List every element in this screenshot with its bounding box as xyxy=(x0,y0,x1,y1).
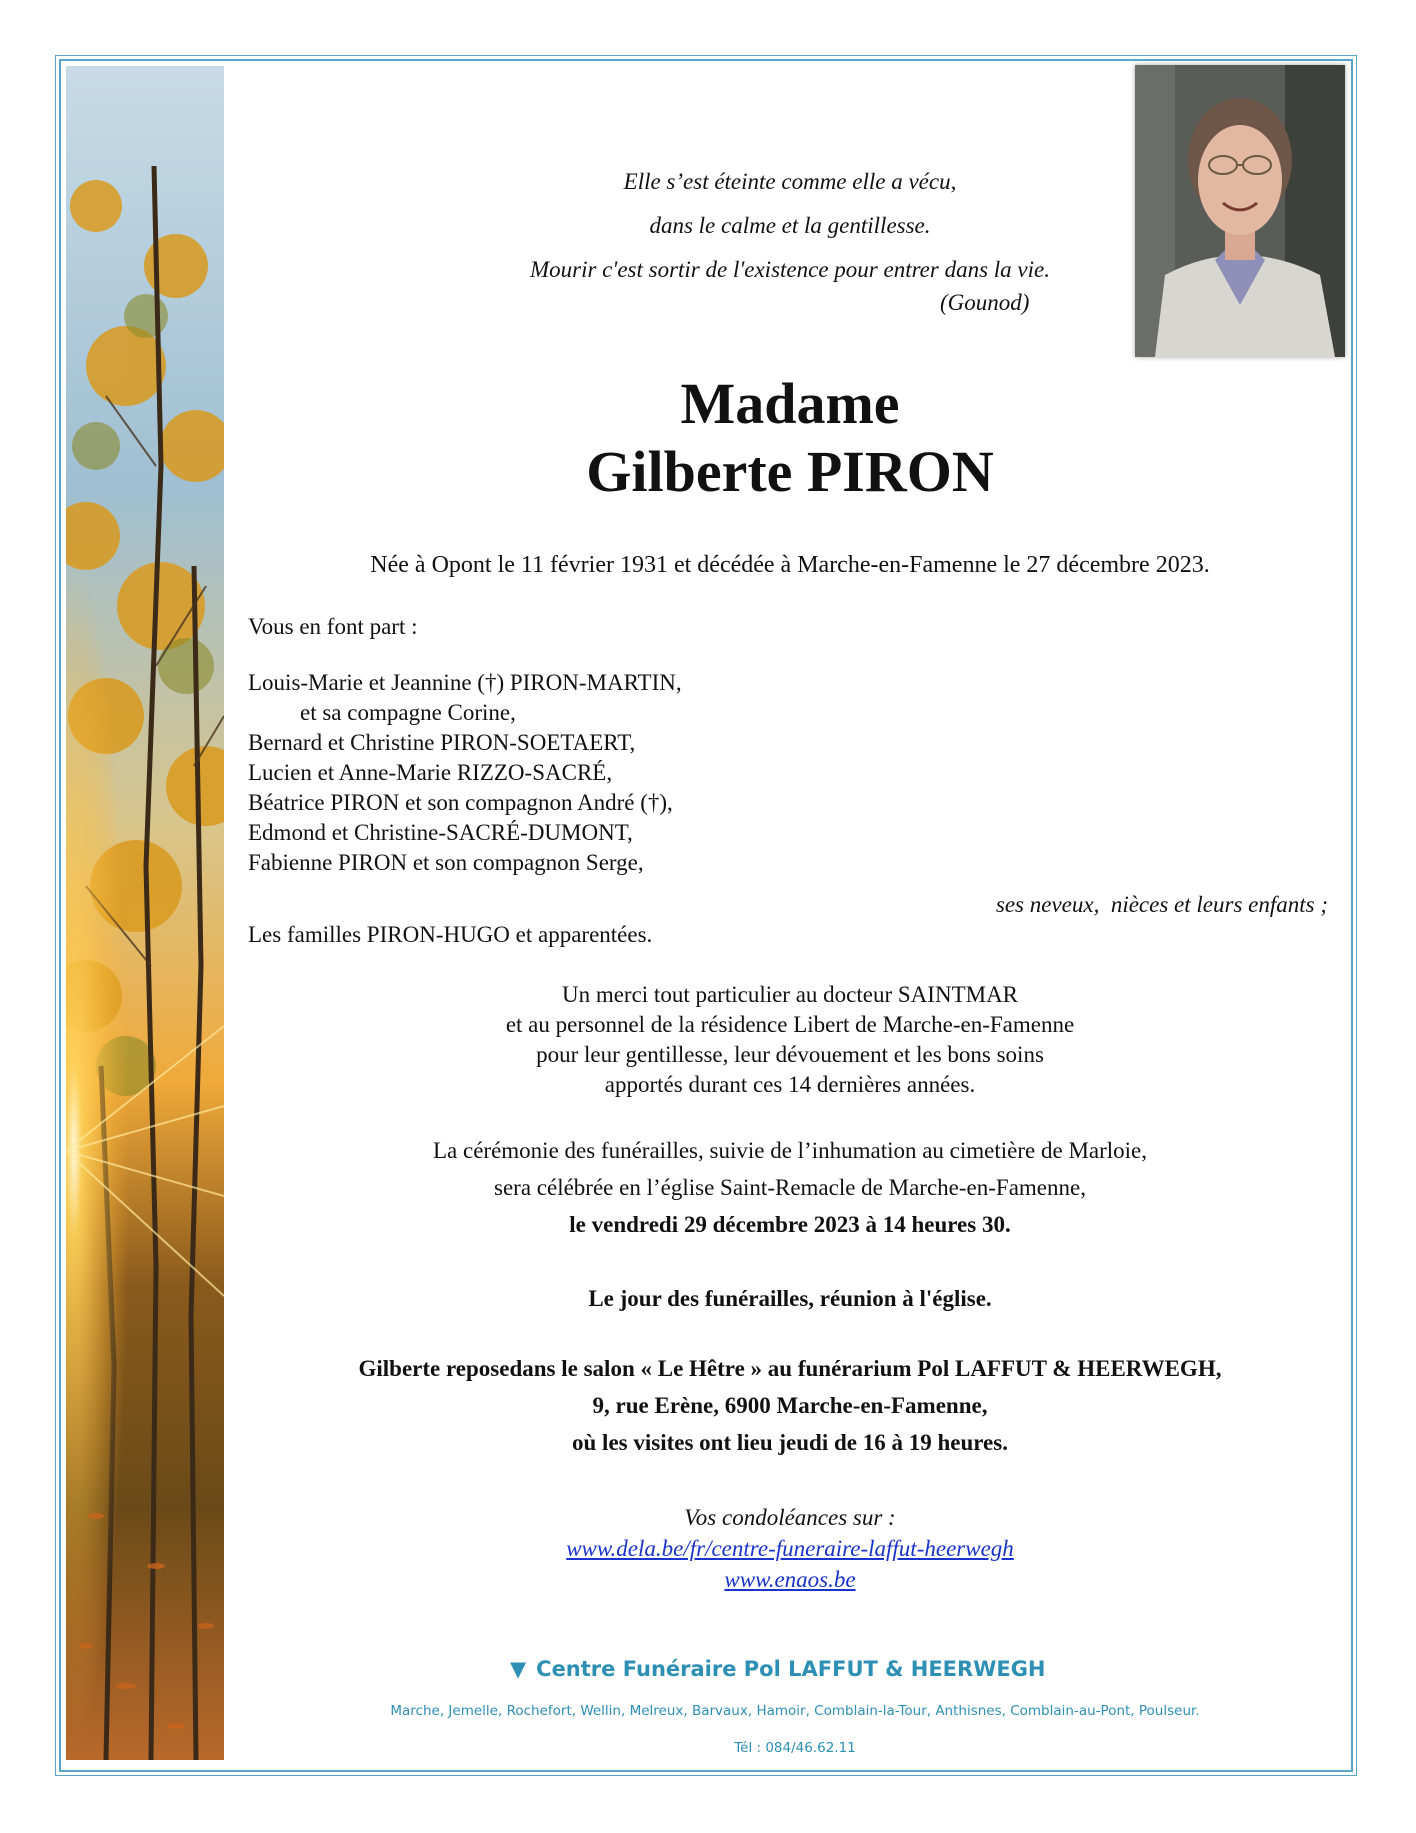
ceremony-date: le vendredi 29 décembre 2023 à 14 heures 30. xyxy=(569,1212,1011,1237)
thanks-block xyxy=(320,980,1260,1100)
footer-brand-name: Centre Funéraire Pol LAFFUT & HEERWEGH xyxy=(536,1657,1046,1681)
family-item: Fabienne PIRON et son compagnon Serge, xyxy=(248,850,644,875)
triangle-down-icon: ▼ xyxy=(510,1657,527,1681)
quote-line: Mourir c'est sortir de l'existence pour entrer dans la vie. xyxy=(529,257,1050,282)
family-item: Lucien et Anne-Marie RIZZO-SACRÉ, xyxy=(248,760,613,785)
quote-line: Elle s’est éteinte comme elle a vécu, xyxy=(623,169,957,194)
rest-block xyxy=(240,1350,1340,1461)
quote xyxy=(450,160,1130,292)
rest-line: où les visites ont lieu jeudi de 16 à 19 heures. xyxy=(572,1430,1008,1455)
ceremony-line: sera célébrée en l’église Saint-Remacle de Marche-en-Famenne, xyxy=(494,1175,1086,1200)
family-item: Edmond et Christine-SACRÉ-DUMONT, xyxy=(248,820,633,845)
rest-line: Gilberte reposedans le salon « Le Hêtre » au funérarium Pol LAFFUT & HEERWEGH, xyxy=(358,1356,1222,1381)
thanks-line: apportés durant ces 14 dernières années. xyxy=(604,1072,976,1097)
family-list xyxy=(248,668,682,878)
thanks-line: Un merci tout particulier au docteur SAINTMAR xyxy=(561,982,1019,1007)
meeting-line: Le jour des funérailles, réunion à l'église. xyxy=(588,1286,992,1311)
deceased-name xyxy=(450,370,1130,506)
footer-phone: Tél : 084/46.62.11 xyxy=(734,1740,856,1756)
title-line-2: Gilberte PIRON xyxy=(586,439,994,504)
condolences-block xyxy=(350,1502,1230,1595)
family-item: Bernard et Christine PIRON-SOETAERT, xyxy=(248,730,636,755)
condolences-link-enaos[interactable]: www.enaos.be xyxy=(724,1567,856,1592)
ceremony-block xyxy=(250,1132,1330,1243)
birth-death-line: Née à Opont le 11 février 1931 et décédée à Marche-en-Famenne le 27 décembre 2023. xyxy=(370,552,1210,578)
family-item: et sa compagne Corine, xyxy=(300,700,516,725)
quote-author: (Gounod) xyxy=(940,290,1030,315)
footer-locations: Marche, Jemelle, Rochefort, Wellin, Melreux, Barvaux, Hamoir, Comblain-la-Tour, Anthisnes, Comblain-au-Pont, Poulseur. xyxy=(390,1703,1200,1719)
footer-brand xyxy=(510,1657,1046,1681)
condolences-link-dela[interactable]: www.dela.be/fr/centre-funeraire-laffut-heerwegh xyxy=(566,1536,1014,1561)
condolences-label: Vos condoléances sur : xyxy=(684,1505,896,1530)
quote-line: dans le calme et la gentillesse. xyxy=(649,213,931,238)
announce-intro: Vous en font part : xyxy=(248,614,418,639)
thanks-line: et au personnel de la résidence Libert de Marche-en-Famenne xyxy=(505,1012,1075,1037)
thanks-line: pour leur gentillesse, leur dévouement et les bons soins xyxy=(536,1042,1044,1067)
ceremony-line: La cérémonie des funérailles, suivie de l’inhumation au cimetière de Marloie, xyxy=(433,1138,1147,1163)
rest-line: 9, rue Erène, 6900 Marche-en-Famenne, xyxy=(592,1393,988,1418)
family-item: Louis-Marie et Jeannine (†) PIRON-MARTIN, xyxy=(248,670,682,695)
families-line: Les familles PIRON-HUGO et apparentées. xyxy=(248,922,653,947)
title-line-1: Madame xyxy=(680,371,900,436)
family-item: Béatrice PIRON et son compagnon André (†), xyxy=(248,790,673,815)
portrait-photo xyxy=(1135,65,1345,357)
autumn-forest-image xyxy=(66,66,224,1760)
relation-line: ses neveux, nièces et leurs enfants ; xyxy=(995,892,1328,917)
